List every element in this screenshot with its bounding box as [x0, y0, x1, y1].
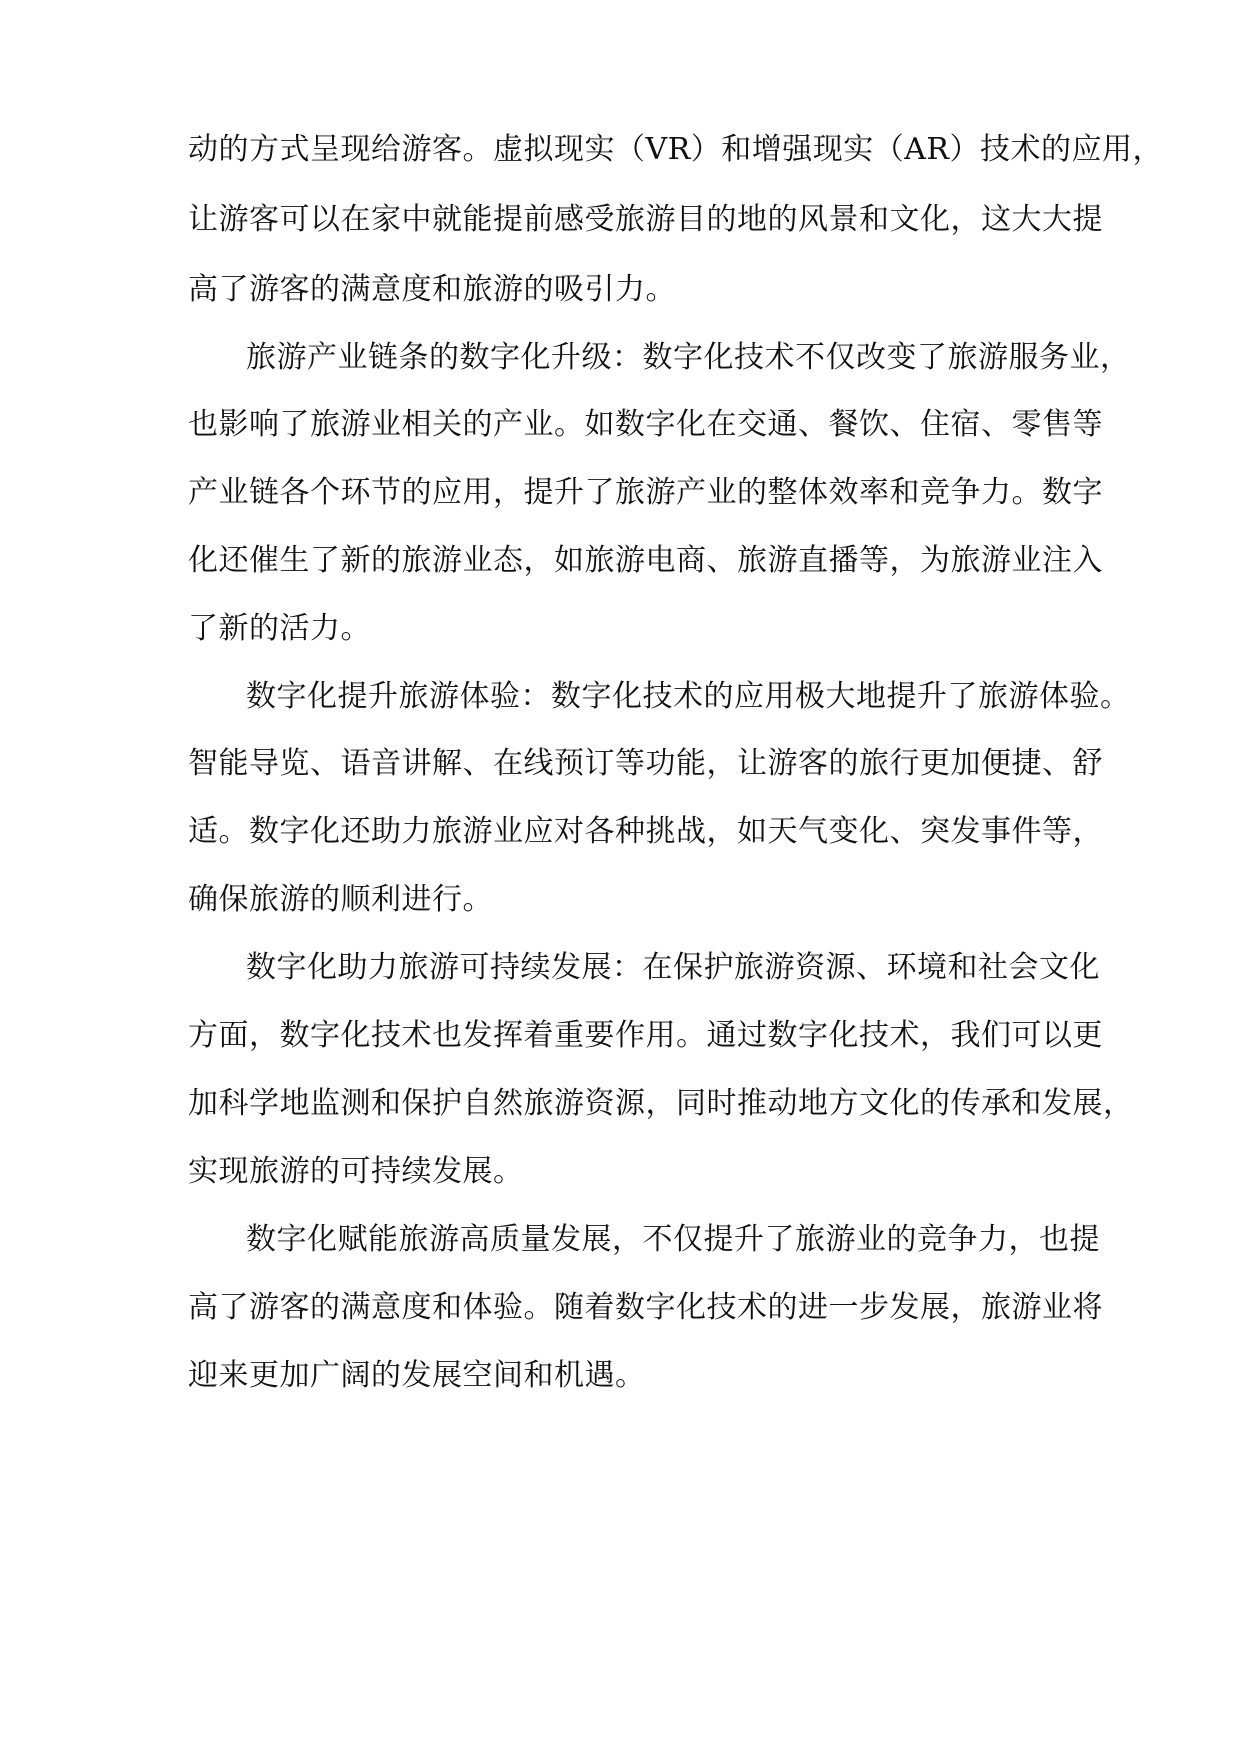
- body-text-line: 化还催生了新的旅游业态，如旅游电商、旅游直播等，为旅游业注入: [188, 543, 1103, 578]
- body-text-line: 高了游客的满意度和体验。随着数字化技术的进一步发展，旅游业将: [188, 1290, 1103, 1325]
- paragraph-first-line: 数字化助力旅游可持续发展：在保护旅游资源、环境和社会文化: [246, 950, 1100, 985]
- paragraph-first-line: 数字化提升旅游体验：数字化技术的应用极大地提升了旅游体验。: [246, 679, 1131, 714]
- body-text-line: 智能导览、语音讲解、在线预订等功能，让游客的旅行更加便捷、舒: [188, 746, 1103, 781]
- paragraph-first-line: 数字化赋能旅游高质量发展，不仅提升了旅游业的竞争力，也提: [246, 1222, 1100, 1257]
- body-text-line: 确保旅游的顺利进行。: [188, 882, 493, 917]
- body-text-line: 适。数字化还助力旅游业应对各种挑战，如天气变化、突发事件等，: [188, 814, 1103, 849]
- body-text-line: 也影响了旅游业相关的产业。如数字化在交通、餐饮、住宿、零售等: [188, 407, 1103, 442]
- body-text-line: 了新的活力。: [188, 611, 371, 646]
- body-text-line: 迎来更加广阔的发展空间和机遇。: [188, 1358, 646, 1393]
- body-text-line: 高了游客的满意度和旅游的吸引力。: [188, 272, 676, 307]
- body-text-line: 动的方式呈现给游客。虚拟现实（VR）和增强现实（AR）技术的应用，: [188, 132, 1164, 167]
- body-text-line: 让游客可以在家中就能提前感受旅游目的地的风景和文化，这大大提: [188, 202, 1103, 237]
- body-text-line: 产业链各个环节的应用，提升了旅游产业的整体效率和竞争力。数字: [188, 475, 1103, 510]
- body-text-line: 方面，数字化技术也发挥着重要作用。通过数字化技术，我们可以更: [188, 1018, 1103, 1053]
- body-text-line: 加科学地监测和保护自然旅游资源，同时推动地方文化的传承和发展，: [188, 1086, 1134, 1121]
- paragraph-first-line: 旅游产业链条的数字化升级：数字化技术不仅改变了旅游服务业，: [246, 340, 1131, 375]
- body-text-line: 实现旅游的可持续发展。: [188, 1154, 524, 1189]
